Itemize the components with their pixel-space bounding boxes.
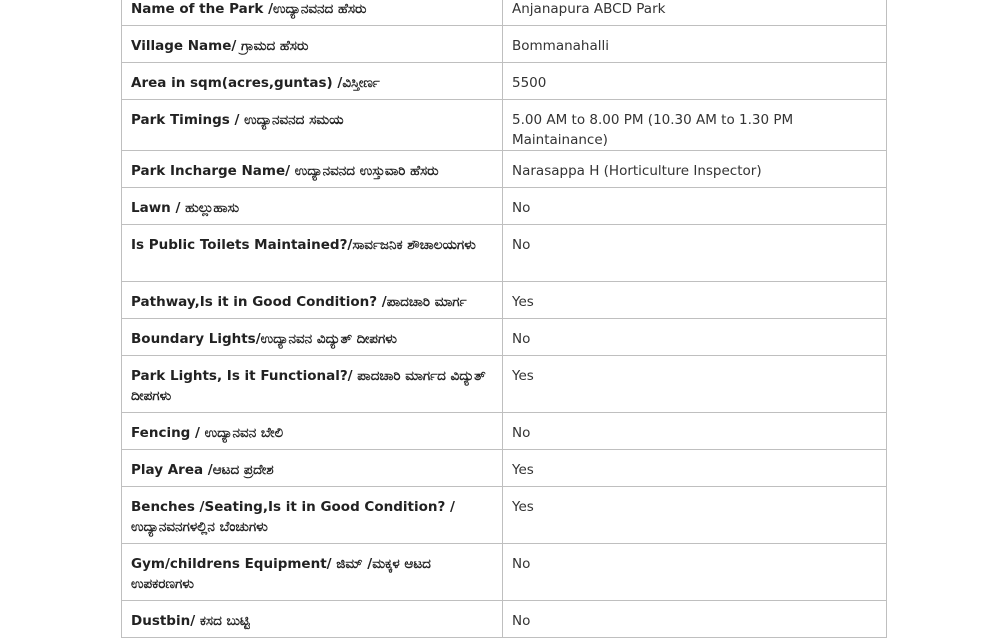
row-label-park-name: Name of the Park /ಉದ್ಯಾನವನದ ಹೆಸರು bbox=[122, 0, 503, 26]
table-row bbox=[122, 356, 887, 413]
row-label-lawn: Lawn / ಹುಲ್ಲುಹಾಸು bbox=[122, 188, 503, 225]
row-label-park-incharge: Park Incharge Name/ ಉದ್ಯಾನವನದ ಉಸ್ತುವಾರಿ ಹೆಸರು bbox=[122, 151, 503, 188]
table-row bbox=[122, 282, 887, 319]
row-label-gym-equipment: Gym/childrens Equipment/ ಜಿಮ್ /ಮಕ್ಕಳ ಆಟದ ಉಪಕರಣಗಳು bbox=[122, 544, 503, 601]
row-value-pathway: Yes bbox=[503, 282, 887, 319]
row-label-pathway: Pathway,Is it in Good Condition? /ಪಾದಚಾರಿ ಮಾರ್ಗ bbox=[122, 282, 503, 319]
row-value-park-timings: 5.00 AM to 8.00 PM (10.30 AM to 1.30 PM Maintainance) bbox=[503, 100, 887, 151]
park-details-table bbox=[121, 0, 887, 638]
row-value-public-toilets: No bbox=[503, 225, 887, 282]
table-row bbox=[122, 319, 887, 356]
table-row bbox=[122, 601, 887, 638]
row-label-dustbin: Dustbin/ ಕಸದ ಬುಟ್ಟಿ bbox=[122, 601, 503, 638]
row-value-village-name: Bommanahalli bbox=[503, 26, 887, 63]
row-value-area: 5500 bbox=[503, 63, 887, 100]
row-label-fencing: Fencing / ಉದ್ಯಾನವನ ಬೇಲಿ bbox=[122, 413, 503, 450]
row-label-boundary-lights: Boundary Lights/ಉದ್ಯಾನವನ ವಿದ್ಯುತ್ ದೀಪಗಳು bbox=[122, 319, 503, 356]
row-value-lawn: No bbox=[503, 188, 887, 225]
table-row bbox=[122, 100, 887, 151]
row-value-park-lights: Yes bbox=[503, 356, 887, 413]
table-row bbox=[122, 413, 887, 450]
row-value-boundary-lights: No bbox=[503, 319, 887, 356]
row-value-benches: Yes bbox=[503, 487, 887, 544]
table-row bbox=[122, 188, 887, 225]
table-row bbox=[122, 487, 887, 544]
row-value-gym-equipment: No bbox=[503, 544, 887, 601]
table-row bbox=[122, 63, 887, 100]
row-value-park-incharge: Narasappa H (Horticulture Inspector) bbox=[503, 151, 887, 188]
table-row bbox=[122, 0, 887, 26]
row-label-park-lights: Park Lights, Is it Functional?/ ಪಾದಚಾರಿ ಮಾರ್ಗದ ವಿದ್ಯುತ್ ದೀಪಗಳು bbox=[122, 356, 503, 413]
table-row bbox=[122, 544, 887, 601]
table-row bbox=[122, 225, 887, 282]
row-value-dustbin: No bbox=[503, 601, 887, 638]
row-label-play-area: Play Area /ಆಟದ ಪ್ರದೇಶ bbox=[122, 450, 503, 487]
row-value-fencing: No bbox=[503, 413, 887, 450]
table-row bbox=[122, 450, 887, 487]
row-label-public-toilets: Is Public Toilets Maintained?/ಸಾರ್ವಜನಿಕ ಶೌಚಾಲಯಗಳು bbox=[122, 225, 503, 282]
row-value-park-name: Anjanapura ABCD Park bbox=[503, 0, 887, 26]
table-row bbox=[122, 26, 887, 63]
row-value-play-area: Yes bbox=[503, 450, 887, 487]
row-label-area: Area in sqm(acres,guntas) /ವಿಸ್ತೀರ್ಣ bbox=[122, 63, 503, 100]
row-label-benches: Benches /Seating,Is it in Good Condition? / ಉದ್ಯಾನವನಗಳಲ್ಲಿನ ಬೆಂಚುಗಳು bbox=[122, 487, 503, 544]
row-label-village-name: Village Name/ ಗ್ರಾಮದ ಹೆಸರು bbox=[122, 26, 503, 63]
row-label-park-timings: Park Timings / ಉದ್ಯಾನವನದ ಸಮಯ bbox=[122, 100, 503, 151]
table-row bbox=[122, 151, 887, 188]
